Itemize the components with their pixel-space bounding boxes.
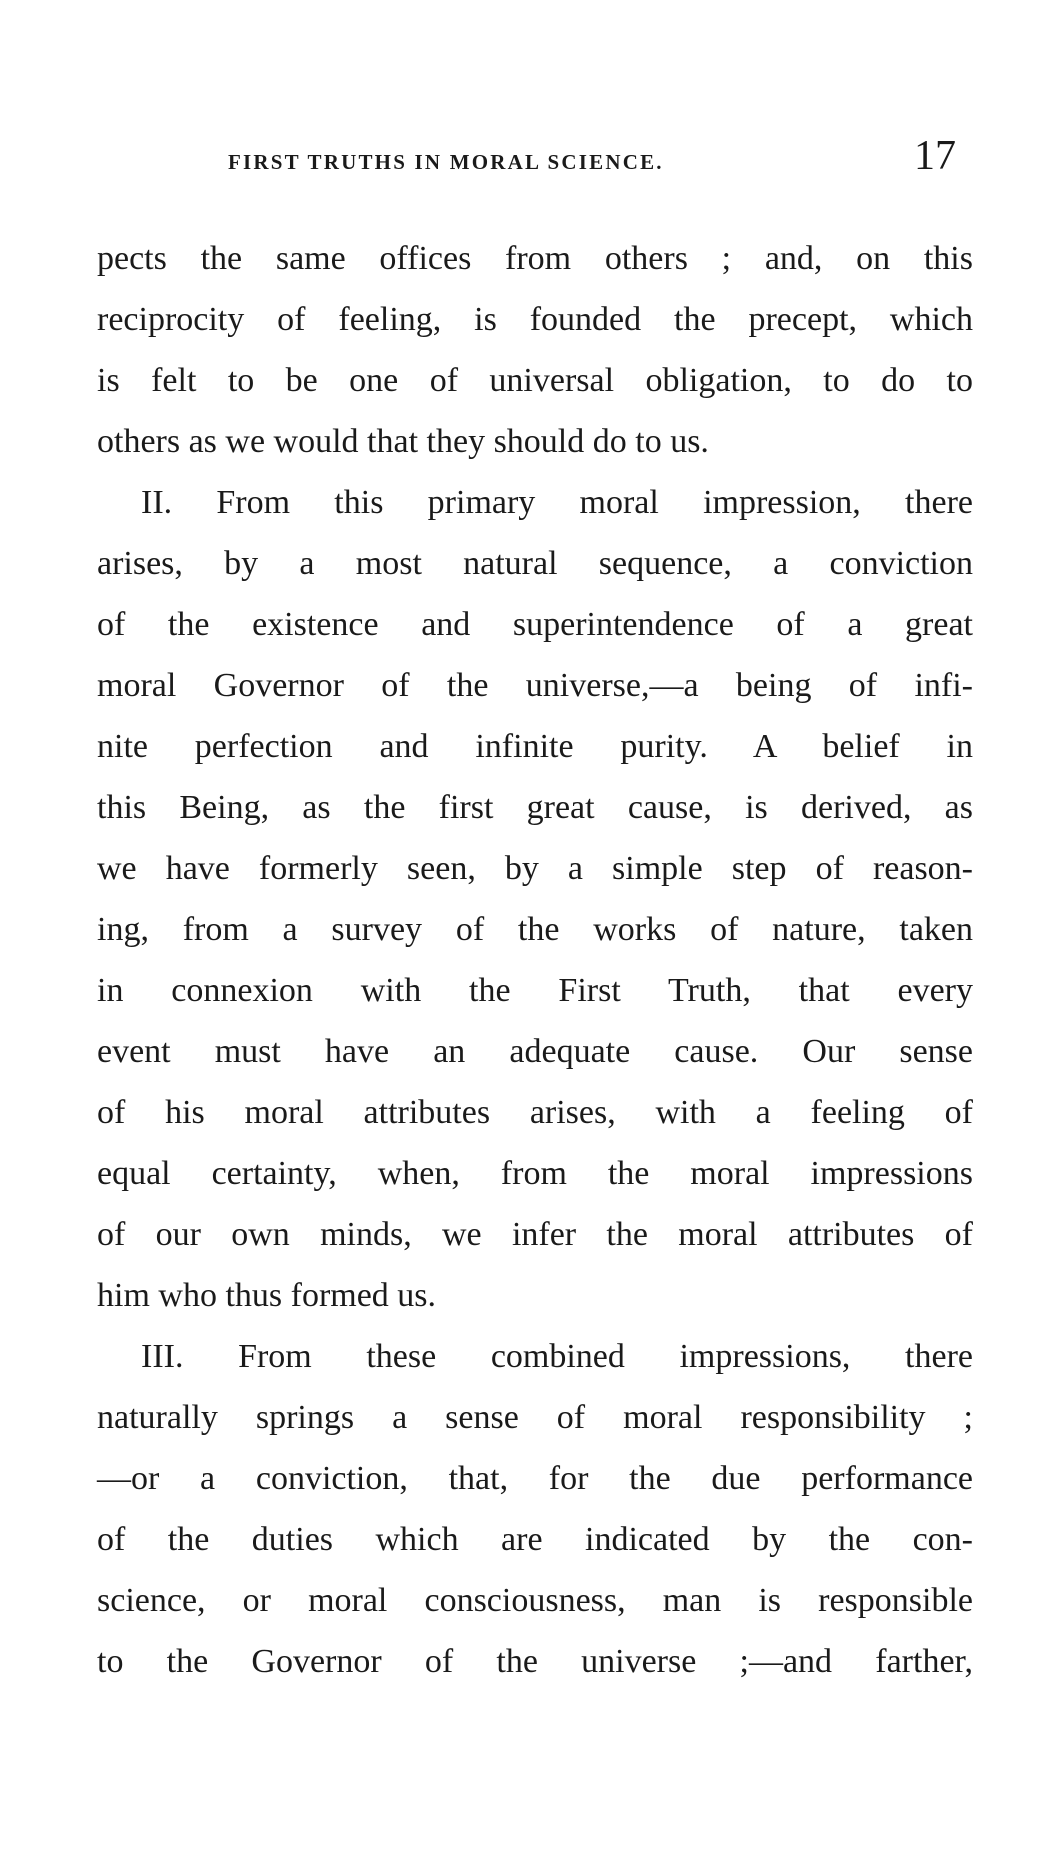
text-line: others as we would that they should do to us. [97,423,709,460]
text-line: of his moral attributes arises, with a feeling of [97,1094,973,1131]
text-line: this Being, as the first great cause, is derived, as [97,789,973,826]
text-line: ing, from a survey of the works of nature, taken [97,911,973,948]
text-line: is felt to be one of universal obligation, to do to [97,362,973,399]
running-head: FIRST TRUTHS IN MORAL SCIENCE. [228,150,664,174]
text-line: him who thus formed us. [97,1277,437,1314]
text-line: of the duties which are indicated by the con- [97,1521,973,1558]
body-text [97,228,973,1692]
text-line: in connexion with the First Truth, that every [97,972,973,1009]
text-line: moral Governor of the universe,—a being of infi- [97,667,973,704]
text-line: equal certainty, when, from the moral impressions [97,1155,973,1192]
text-line: reciprocity of feeling, is founded the precept, which [97,301,973,338]
text-line: naturally springs a sense of moral responsibility ; [97,1399,973,1436]
text-line: science, or moral consciousness, man is responsible [97,1582,973,1619]
text-line: —or a conviction, that, for the due performance [97,1460,973,1497]
text-line: we have formerly seen, by a simple step of reason- [97,850,973,887]
paragraph-start-line: III. From these combined impressions, there [141,1338,973,1375]
paragraph-start-line: II. From this primary moral impression, there [141,484,973,521]
text-line: of the existence and superintendence of a great [97,606,973,643]
text-line: event must have an adequate cause. Our sense [97,1033,973,1070]
text-line: arises, by a most natural sequence, a conviction [97,545,973,582]
page-number: 17 [914,133,956,179]
text-line: to the Governor of the universe ;—and farther, [97,1643,973,1680]
text-line: pects the same offices from others ; and, on this [97,240,973,277]
text-line: nite perfection and infinite purity. A belief in [97,728,973,765]
text-line: of our own minds, we infer the moral attributes of [97,1216,973,1253]
